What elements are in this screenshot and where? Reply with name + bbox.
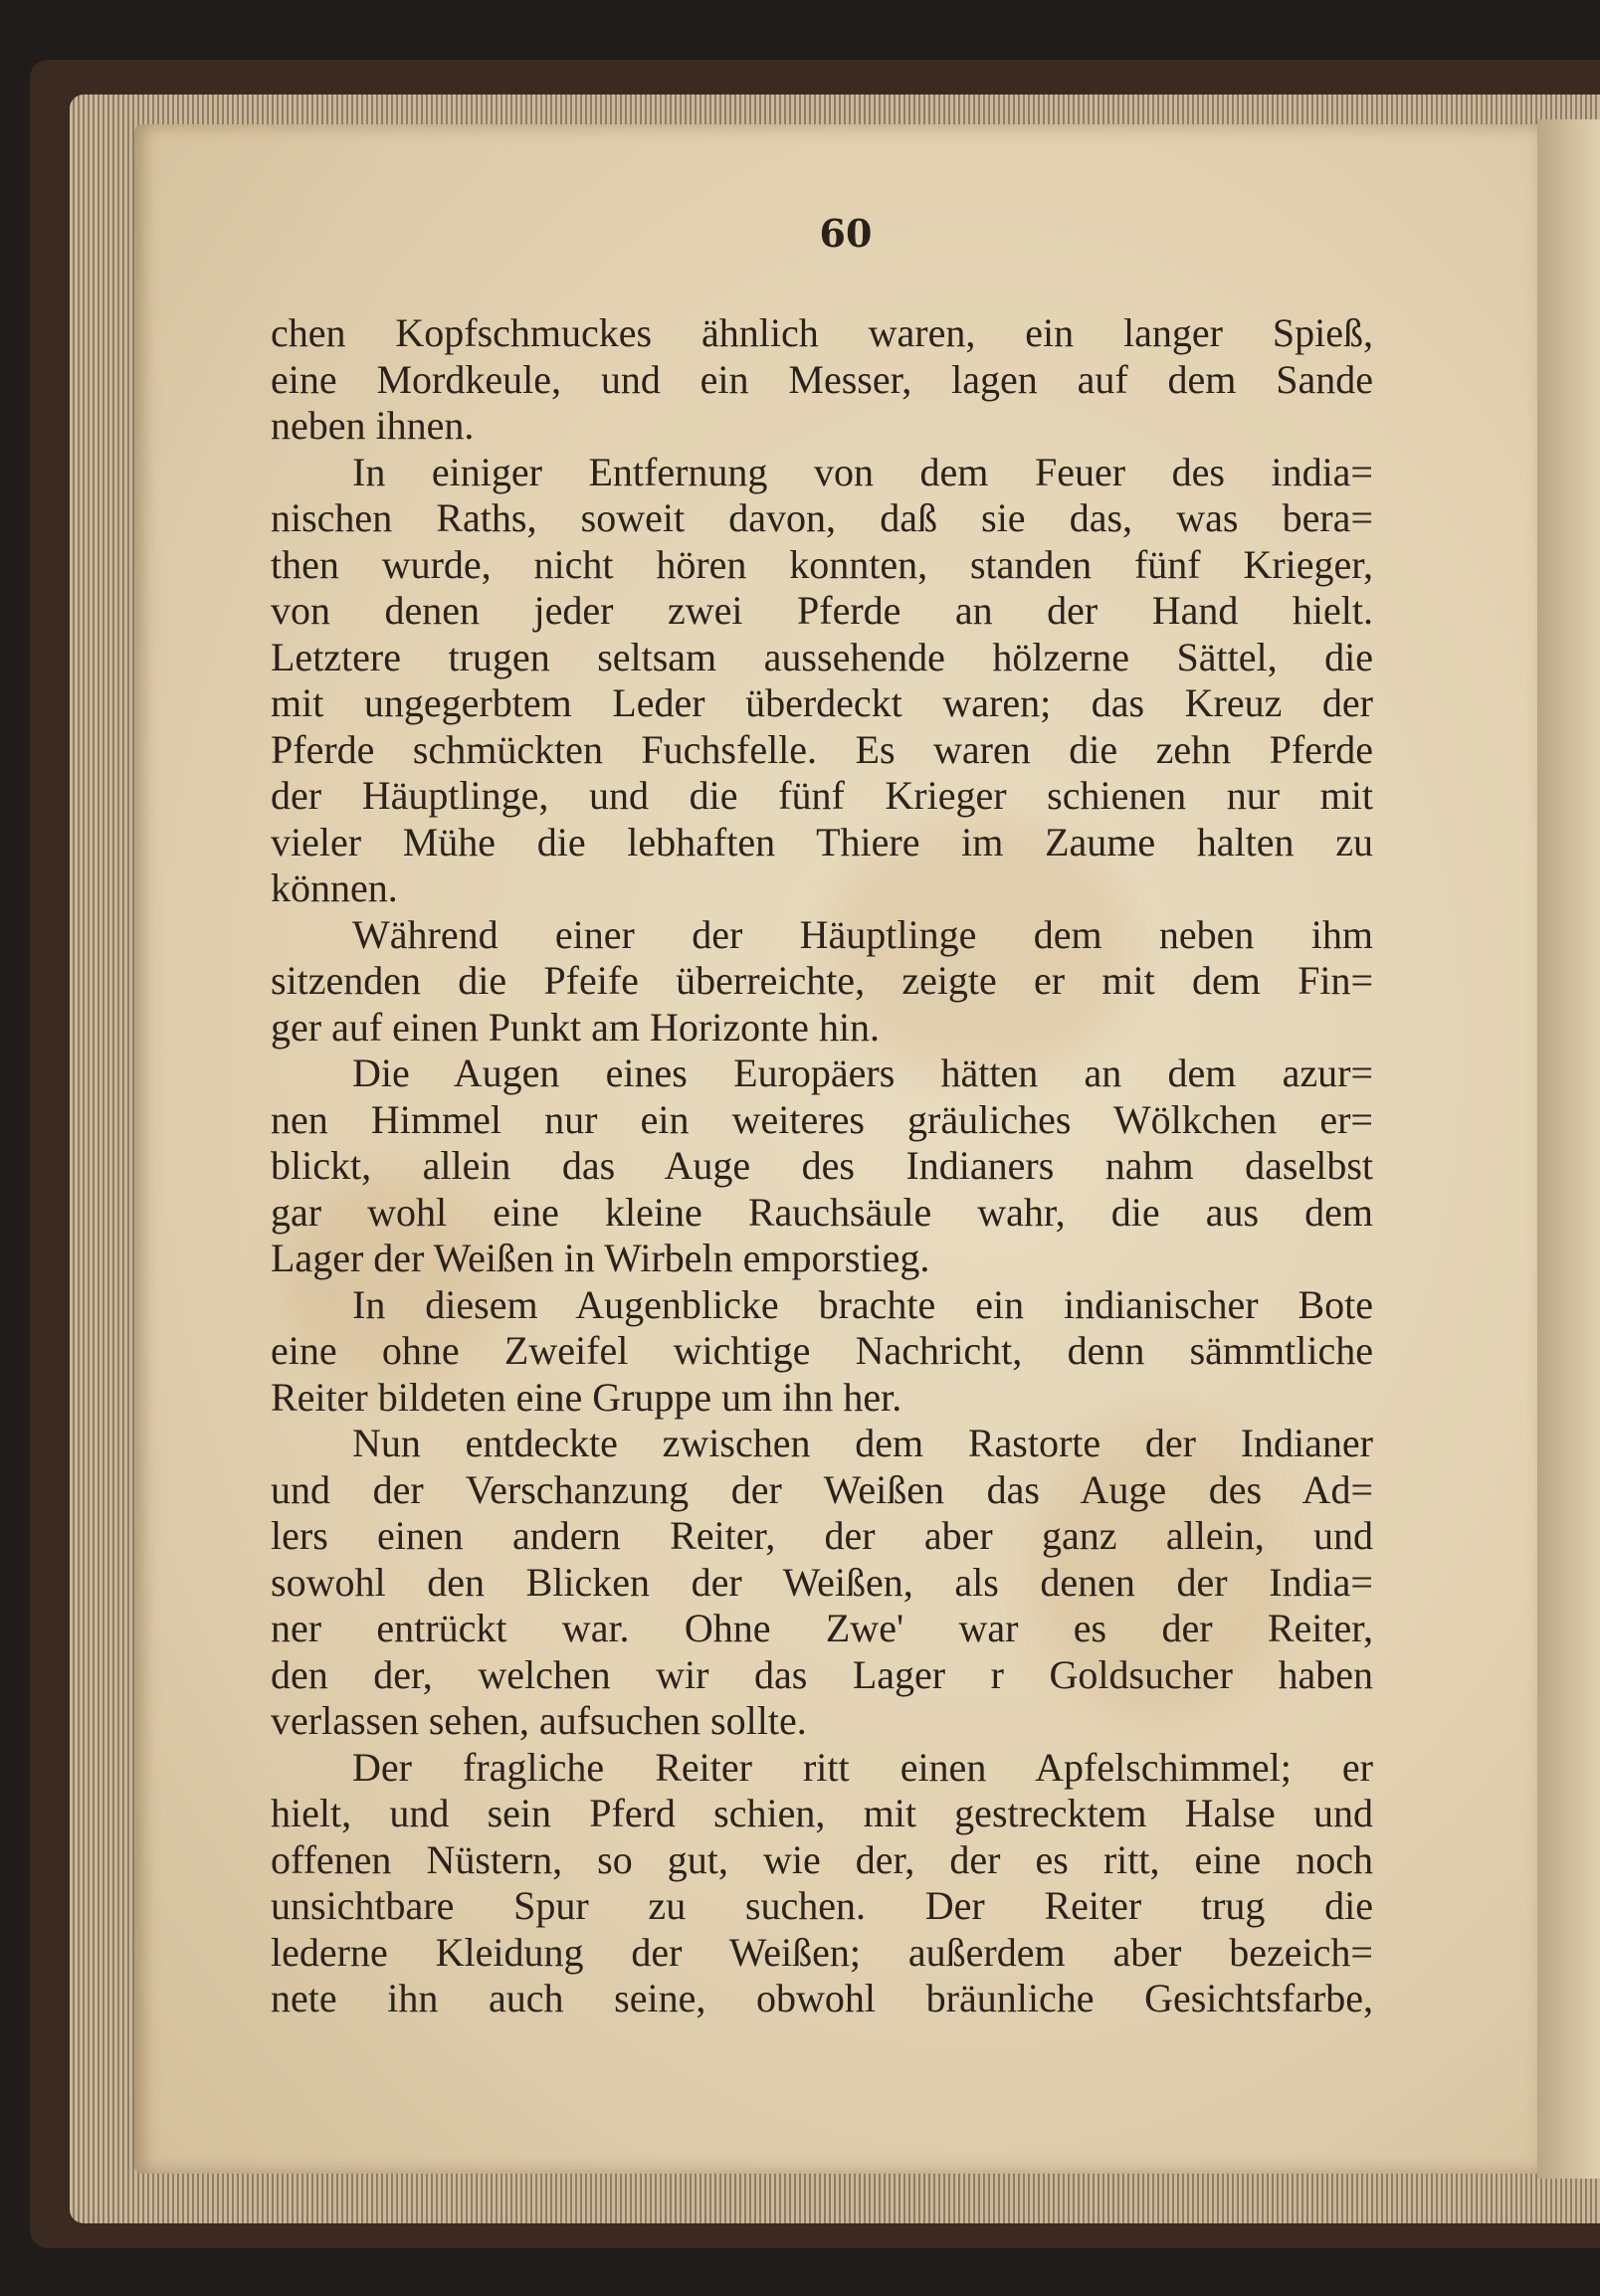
- text-line: Nun entdeckte zwischen dem Rastorte der Indianer: [352, 1421, 1373, 1465]
- text-line: Pferde schmückten Fuchsfelle. Es waren die zehn Pferde: [271, 726, 1373, 772]
- text-line: eine ohne Zweifel wichtige Nachricht, denn sämmtliche: [271, 1328, 1373, 1373]
- text-line: then wurde, nicht hören konnten, standen fünf Krieger,: [271, 541, 1373, 587]
- text-line: offenen Nüstern, so gut, wie der, der es ritt, eine noch: [271, 1836, 1373, 1882]
- text-line: und der Verschanzung der Weißen das Auge des Ad=: [271, 1466, 1373, 1512]
- text-line: chen Kopfschmuckes ähnlich waren, ein langer Spieß,: [271, 310, 1373, 355]
- text-line: den der, welchen wir das Lager r Goldsucher haben: [271, 1651, 1373, 1697]
- text-line: In einiger Entfernung von dem Feuer des india=: [352, 449, 1373, 494]
- facing-page-edge: [1537, 119, 1600, 2179]
- text-line: Der fragliche Reiter ritt einen Apfelschimmel; er: [352, 1744, 1373, 1790]
- text-line: Lager der Weißen in Wirbeln emporstieg.: [271, 1236, 930, 1280]
- text-line: vieler Mühe die lebhaften Thiere im Zaume halten zu: [271, 819, 1373, 864]
- text-line: neben ihnen.: [271, 403, 475, 448]
- text-line: verlassen sehen, aufsuchen sollte.: [271, 1698, 807, 1743]
- text-line: Die Augen eines Europäers hätten an dem azur=: [352, 1051, 1373, 1095]
- text-line: Letztere trugen seltsam aussehende hölzerne Sättel, die: [271, 634, 1373, 679]
- text-line: der Häuptlinge, und die fünf Krieger schienen nur mit: [271, 773, 1373, 818]
- text-line: blickt, allein das Auge des Indianers nahm daselbst: [271, 1143, 1373, 1188]
- text-line: ger auf einen Punkt am Horizonte hin.: [271, 1004, 881, 1050]
- page-number: 60: [819, 211, 873, 256]
- text-line: können.: [271, 865, 398, 910]
- text-line: gar wohl eine kleine Rauchsäule wahr, die aus dem: [271, 1189, 1373, 1235]
- text-line: Während einer der Häuptlinge dem neben ihm: [352, 911, 1373, 957]
- text-line: nete ihn auch seine, obwohl bräunliche Gesichtsfarbe,: [271, 1976, 1373, 2020]
- text-line: lers einen andern Reiter, der aber ganz allein, und: [271, 1513, 1373, 1558]
- text-line: lederne Kleidung der Weißen; außerdem aber bezeich=: [271, 1929, 1373, 1975]
- text-line: In diesem Augenblicke brachte ein indianischer Bote: [352, 1281, 1373, 1327]
- text-line: von denen jeder zwei Pferde an der Hand hielt.: [271, 588, 1373, 633]
- text-line: eine Mordkeule, und ein Messer, lagen auf dem Sande: [271, 356, 1373, 402]
- text-line: sitzenden die Pfeife überreichte, zeigte er mit dem Fin=: [271, 958, 1373, 1003]
- text-line: ner entrückt war. Ohne Zwe' war es der Reiter,: [271, 1606, 1373, 1650]
- text-line: unsichtbare Spur zu suchen. Der Reiter trug die: [271, 1883, 1373, 1928]
- text-line: nischen Raths, soweit davon, daß sie das, was bera=: [271, 495, 1373, 540]
- body-text: [271, 310, 1373, 2022]
- text-line: mit ungegerbtem Leder überdeckt waren; das Kreuz der: [271, 680, 1373, 725]
- text-line: hielt, und sein Pferd schien, mit gestrecktem Halse und: [271, 1791, 1373, 1835]
- text-line: nen Himmel nur ein weiteres gräuliches Wölkchen er=: [271, 1096, 1373, 1142]
- text-line: Reiter bildeten eine Gruppe um ihn her.: [271, 1374, 902, 1420]
- text-line: sowohl den Blicken der Weißen, als denen der India=: [271, 1559, 1373, 1605]
